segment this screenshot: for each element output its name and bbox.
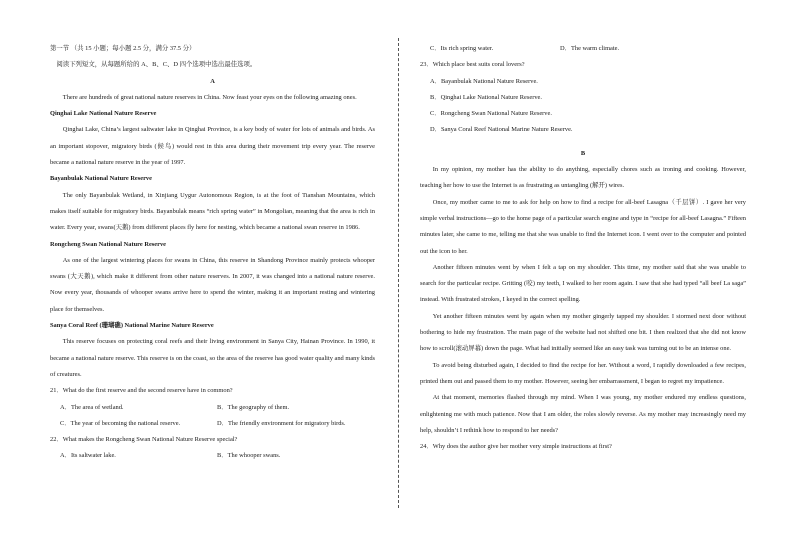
question-21-options-cd: [50, 416, 375, 432]
section-header: 第一节 （共 15 小题；每小题 2.5 分，满分 37.5 分）: [50, 45, 196, 52]
passage-b-title: B: [580, 149, 586, 157]
option-23-a: A．Bayanbulak National Nature Reserve.: [430, 77, 538, 85]
reserve-text-bayanbulak: The only Bayanbulak Wetland, in Xinjiang Uygur Autonomous Region, is at the foot of Tianshan Mountains, which makes itself suitable for migratory birds. Bayanbulak means “rich spring water” in Mongolian, meaning that the area is rich in water. Every year, swans(天鹅) from different places fly here for nesting, which became a national swan reserve in 1986.: [50, 191, 375, 232]
left-column: [50, 41, 375, 465]
question-23: 23．Which place best suits coral lovers?: [420, 61, 525, 69]
passage-b-para-3: Another fifteen minutes went by when I felt a tap on my shoulder. This time, my mother said that she was unable to search for the particular recipe. Gritting (咬) my teeth, I walked to her room again. I saw that she had typed “all beef La saga” instead. With frustrated strokes, I keyed in the correct spelling.: [420, 263, 746, 304]
passage-b-para-4: Yet another fifteen minutes went by again when my mother gingerly tapped my shoulder. I stormed next door without bothering to hide my frustration. The main page of the website had not shifted one bit. I then realized that she did not know how to scroll(滚动屏幕) down the page. What had initially seemed like an easy task was turning out to be an intense one.: [420, 312, 746, 353]
option-23-c: C．Rongcheng Swan National Nature Reserve.: [430, 110, 552, 118]
reserve-text-sanya: This reserve focuses on protecting coral reefs and their living environment in Sanya City, Hainan Province. In 1990, it became a national nature reserve. This reserve is on the coast, so the area of the reserve has good water quality and many kinds of creatures.: [50, 338, 375, 378]
reserve-heading-sanya: Sanya Coral Reef (珊瑚礁) National Marine Nature Reserve: [50, 322, 214, 330]
question-21-options-ab: [50, 400, 375, 416]
option-21-d: D．The friendly environment for migratory birds.: [217, 419, 346, 427]
reserve-heading-rongcheng: Rongcheng Swan National Nature Reserve: [50, 240, 166, 248]
question-21: 21．What do the first reserve and the second reserve have in common?: [50, 387, 233, 395]
option-23-b: B．Qinghai Lake National Nature Reserve.: [430, 93, 542, 101]
passage-b-para-1: In my opinion, my mother has the ability to do anything, especially chores such as ironing and cooking. However, teaching her how to use the Internet is as frustrating as untangling (解开) wires.: [420, 166, 746, 190]
passage-b-para-5: To avoid being disturbed again, I decided to find the recipe for her. Without a word, I rapidly downloaded a few recipes, printed them out and passed them to my mother. However, seeing her embarrassment, I began to regret my impatience.: [420, 361, 746, 385]
passage-a-intro: There are hundreds of great national nature reserves in China. Now feast your eyes on the following amazing ones.: [62, 93, 357, 101]
reserve-text-rongcheng: As one of the largest wintering places for swans in China, this reserve in Shandong Province mainly protects whooper swans (大天鹅), which make it different from other nature reserves. In 2007, it was changed into a national nature reserve. Now every year, thousands of whooper swans arrive here to spend the winter, making it an important resting and wintering place for themselves.: [50, 256, 375, 313]
question-24: 24．Why does the author give her mother very simple instructions at first?: [420, 443, 612, 451]
question-22-options-ab: [50, 448, 375, 464]
option-21-c: C．The year of becoming the national reserve.: [60, 419, 181, 427]
right-column: [420, 41, 746, 455]
question-22-options-cd: [420, 41, 746, 57]
option-22-c: C．Its rich spring water.: [430, 45, 494, 52]
reserve-heading-bayanbulak: Bayanbulak National Nature Reserve: [50, 175, 152, 183]
option-23-d: D．Sanya Coral Reef National Marine Nature Reserve.: [430, 126, 573, 134]
question-22: 22．What makes the Rongcheng Swan National Nature Reserve special?: [50, 436, 238, 444]
option-22-a: A．Its saltwater lake.: [60, 452, 116, 460]
instruction: 阅读下列短文，从每题所给的 A、B、C、D 四个选项中选出最佳选项。: [56, 61, 257, 69]
option-21-b: B．The geography of them.: [217, 403, 290, 411]
passage-b-para-2: Once, my mother came to me to ask for help on how to find a recipe for all-beef Lasagna（千层饼）. I gave her very simple verbal instructions—go to the home page of a particular search engine and type in “recipe for all-beef Lasagna.” Fifteen minutes later, she came to me, telling me that she was unable to find the Internet icon. I went over to the computer and pointed out the icon to her.: [420, 198, 746, 255]
passage-b-para-6: At that moment, memories flashed through my mind. When I was young, my mother endured my endless questions, enlightening me with much patience. Now that I am older, the roles slowly reverse. As my mother may increasingly need my help, shouldn’t I rethink how to respond to her needs?: [420, 394, 746, 434]
column-divider: [398, 38, 399, 508]
option-21-a: A．The area of wetland.: [60, 403, 124, 411]
reserve-text-qinghai: Qinghai Lake, China’s largest saltwater lake in Qinghai Province, is a key body of water for lots of animals and birds. As an important stopover, migratory birds (候鸟) would rest in this area during their movement trip every year. The reserve became a national nature reserve in the year of 1997.: [50, 126, 375, 167]
reserve-heading-qinghai: Qinghai Lake National Nature Reserve: [50, 110, 157, 118]
passage-a-title: A: [210, 77, 215, 85]
option-22-d: D．The warm climate.: [560, 45, 620, 52]
option-22-b: B．The whooper swans.: [217, 452, 281, 460]
